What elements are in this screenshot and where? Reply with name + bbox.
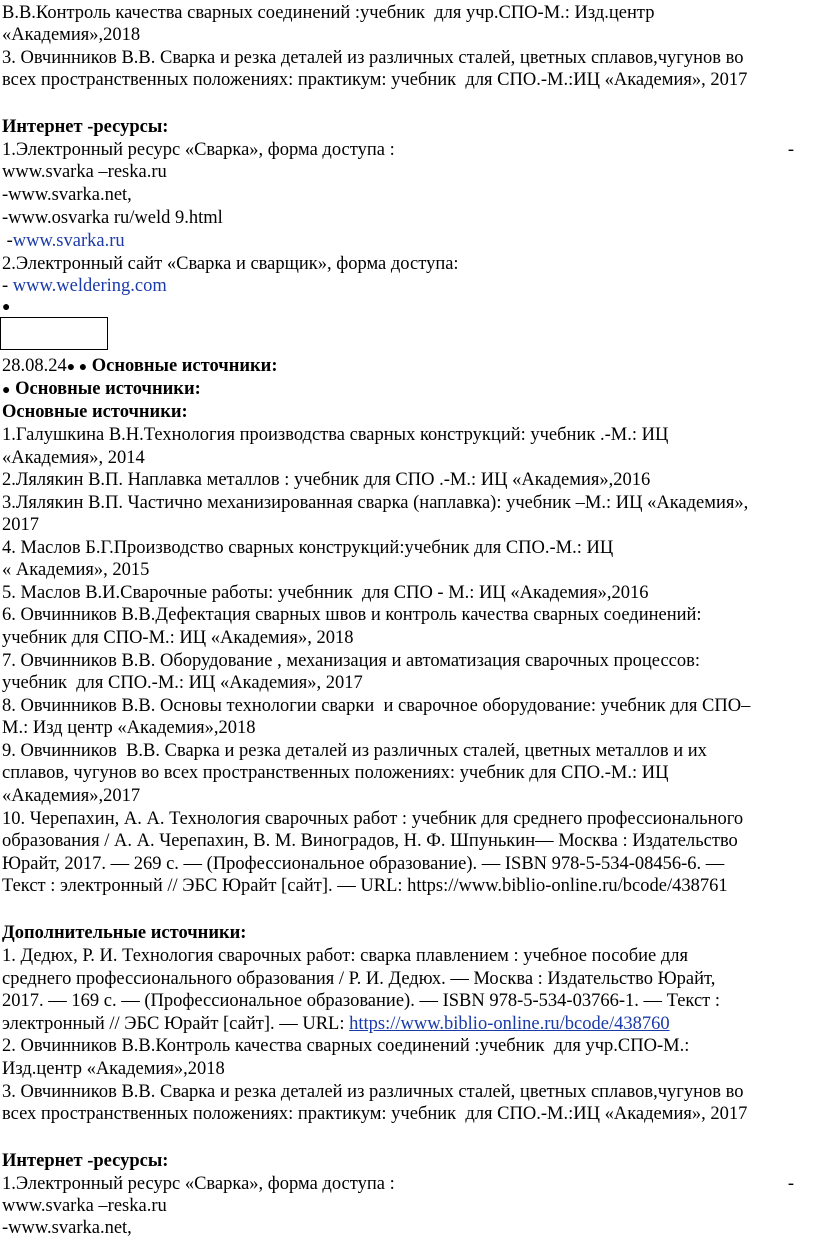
source-line: Текст : электронный // ЭБС Юрайт [сайт]. — URL: https://www.biblio-online.ru/bcode/438761 [2,876,728,896]
source-line: образования / А. А. Черепахин, В. М. Виноградов, Н. Ф. Шпунькин— Москва : Издательство [2,831,738,851]
resource-line: -www.svarka.net, [2,185,132,205]
source-line: 10. Черепахин, А. А. Технология сварочных работ : учебник для среднего профессионального [2,809,744,829]
source-line: 9. Овчинников В.В. Сварка и резка деталей из различных сталей, цветных металлов и их [2,741,707,761]
source-line: Юрайт, 2017. — 269 с. — (Профессиональное образование). — ISBN 978-5-534-08456-6. — [2,854,725,874]
source-text: электронный // ЭБС Юрайт [сайт]. — URL: [2,1014,350,1034]
source-line: 2.Лялякин В.П. Наплавка металлов : учебник для СПО .-М.: ИЦ «Академия»,2016 [2,470,651,490]
date-line-title: Основные источники: [91,356,278,376]
bullet-icon: ● ● [66,360,88,375]
resource-dash: - [787,140,794,160]
resource-line [2,275,167,297]
text-line: В.В.Контроль качества сварных соединений :учебник для учр.СПО-М.: Изд.центр [2,3,655,23]
source-line: среднего профессионального образования / Р. И. Дедюх. — Москва : Издательство Юрайт, [2,969,716,989]
source-line: 3.Лялякин В.П. Частично механизированная сварка (наплавка): учебник –М.: ИЦ «Академия», [2,493,749,513]
source-line: 6. Овчинников В.В.Дефектация сварных швов и контроль качества сварных соединений: [2,605,702,625]
resource-line: 1.Электронный ресурс «Сварка», форма доступа : [2,140,395,160]
section-heading: Дополнительные источники: [2,923,247,943]
bullet-icon: ● [2,383,11,398]
resource-line: -www.svarka.net, [2,1218,132,1238]
source-line: « Академия», 2015 [2,560,150,580]
biblio-link[interactable]: https://www.biblio-online.ru/bcode/438760 [349,1014,670,1034]
weldering-link[interactable]: www.weldering.com [12,276,167,296]
section-heading: Интернет -ресурсы: [2,1151,169,1171]
source-line: учебник для СПО.-М.: ИЦ «Академия», 2017 [2,673,363,693]
resource-line: 2.Электронный сайт «Сварка и сварщик», форма доступа: [2,254,459,274]
resource-dash: - [2,231,13,251]
empty-box [0,317,108,350]
source-line: 3. Овчинников В.В. Сварка и резка деталей из различных сталей, цветных сплавов,чугунов во [2,1082,744,1102]
source-line: 5. Маслов В.И.Сварочные работы: учебнник для СПО - М.: ИЦ «Академия»,2016 [2,583,649,603]
source-line: «Академия», 2014 [2,448,145,468]
resource-dash: - [2,276,13,296]
source-line: 1. Дедюх, Р. И. Технология сварочных работ: сварка плавлением : учебное пособие для [2,946,689,966]
section-heading: Основные источники: [2,402,188,422]
text-line: «Академия»,2018 [2,25,141,45]
source-line: 8. Овчинников В.В. Основы технологии сварки и сварочное оборудование: учебник для СПО– [2,696,751,716]
resource-line: 1.Электронный ресурс «Сварка», форма доступа : [2,1174,395,1194]
source-line: 1.Галушкина В.Н.Технология производства сварных конструкций: учебник .-М.: ИЦ [2,425,669,445]
resource-line [2,230,125,252]
source-line: 4. Маслов Б.Г.Производство сварных конструкций:учебник для СПО.-М.: ИЦ [2,538,614,558]
svarka-link[interactable]: www.svarka.ru [12,231,125,251]
source-line: учебник для СПО-М.: ИЦ «Академия», 2018 [2,628,354,648]
source-line: Изд.центр «Академия»,2018 [2,1059,225,1079]
text-line: всех пространственных положениях: практикум: учебник для СПО.-М.:ИЦ «Академия», 2017 [2,70,748,90]
resource-line: -www.osvarka ru/weld 9.html [2,208,223,228]
source-line: 2017 [2,515,39,535]
source-line [2,1013,670,1035]
bullet-line-title: Основные источники: [15,379,201,399]
bullet-icon: ● [2,300,11,315]
source-line: 2. Овчинников В.В.Контроль качества сварных соединений :учебник для учр.СПО-М.: [2,1036,690,1056]
source-line: «Академия»,2017 [2,786,141,806]
source-line: М.: Изд центр «Академия»,2018 [2,718,256,738]
source-line: 7. Овчинников В.В. Оборудование , механизация и автоматизация сварочных процессов: [2,651,700,671]
source-line: 2017. — 169 с. — (Профессиональное образование). — ISBN 978-5-534-03766-1. — Текст : [2,991,721,1011]
resource-line: www.svarka –reska.ru [2,162,167,182]
source-line: сплавов, чугунов во всех пространственных положениях: учебник для СПО.-М.: ИЦ [2,763,669,783]
section-heading: Интернет -ресурсы: [2,117,169,137]
date-text: 28.08.24 [2,356,67,376]
bullet-line [2,378,201,402]
date-line [2,355,278,379]
text-line: 3. Овчинников В.В. Сварка и резка деталей из различных сталей, цветных сплавов,чугунов во [2,48,744,68]
source-line: всех пространственных положениях: практикум: учебник для СПО.-М.:ИЦ «Академия», 2017 [2,1104,748,1124]
resource-dash: - [787,1174,794,1194]
resource-line: www.svarka –reska.ru [2,1196,167,1216]
